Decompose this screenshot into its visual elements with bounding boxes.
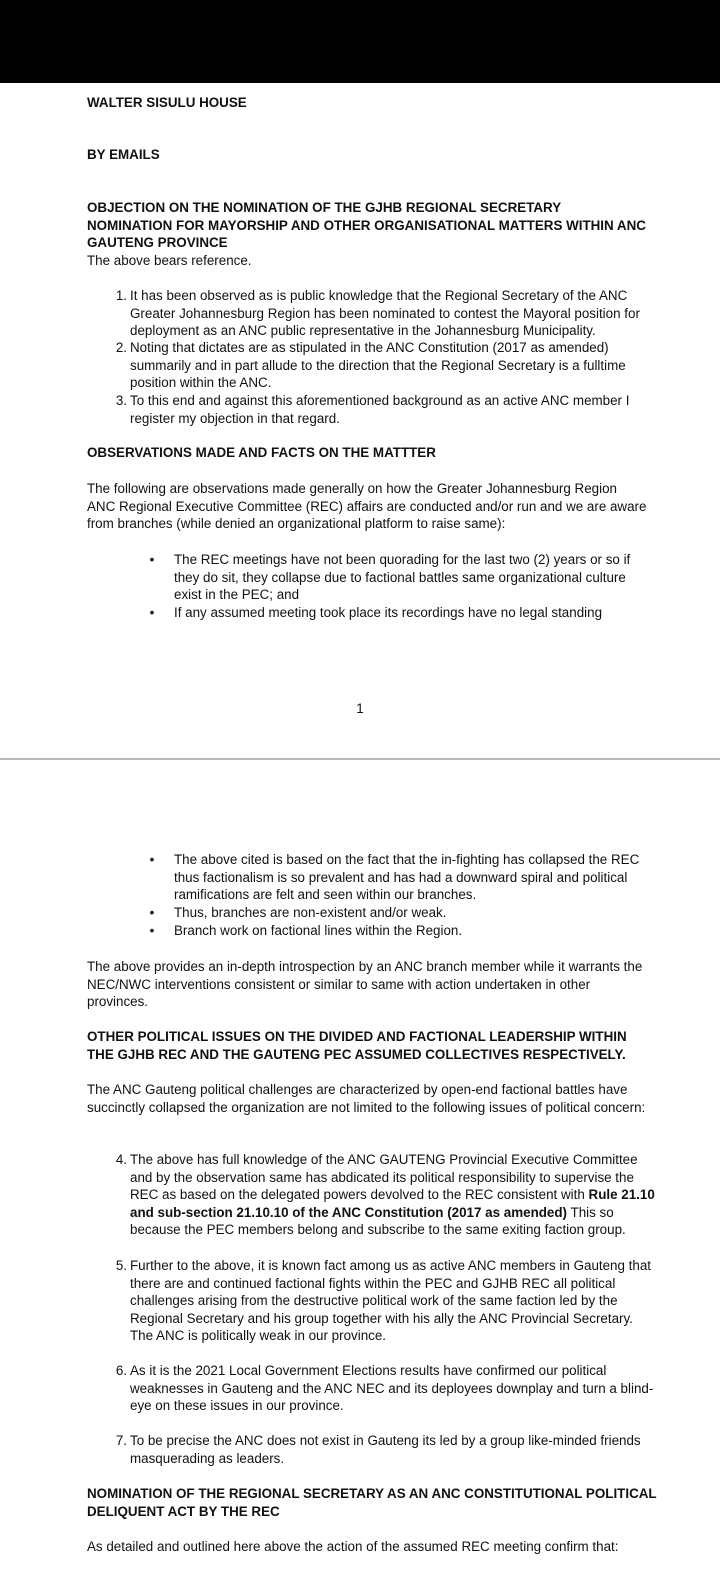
bullet-icon: • [149,852,155,867]
bullet-item [145,604,647,622]
list-number: 7. [115,1433,127,1448]
list-number: 2. [115,340,127,355]
bullet-item [145,904,647,922]
list-text: As it is the 2021 Local Government Elections results have confirmed our political weaknesses in Gauteng and the ANC NEC and its deployees downplay and turn a blind-eye on these issues in our province. [130,1363,654,1414]
page-break-divider [0,758,720,760]
list-item [87,287,647,340]
rule-reference: Rule 21.10 and sub-section 21.10.10 of the ANC Constitution (2017 as amended) [130,1187,655,1220]
political-intro: The ANC Gauteng political challenges are characterized by open-end factional battles have succinctly collapsed the organization are not limited to the following issues of political concern: [87,1082,646,1115]
bullet-text: The REC meetings have not been quorading for the last two (2) years or so if they do sit, they collapse due to factional battles same organizational culture exist in the PEC; and [174,552,631,603]
list-item [87,339,647,392]
bullet-icon: • [149,552,155,567]
section-heading-nomination: NOMINATION OF THE REGIONAL SECRETARY AS AN ANC CONSTITUTIONAL POLITICAL DELIQUENT ACT BY THE REC [87,1486,657,1519]
list-number: 4. [115,1152,127,1167]
bullet-text: If any assumed meeting took place its recordings have no legal standing [174,605,603,620]
bullet-icon: • [149,923,155,938]
list-number: 5. [115,1258,127,1273]
list-text: To this end and against this aforementioned background as an active ANC member I register my objection in that regard. [130,393,630,426]
list-number: 3. [115,393,127,408]
list-number: 6. [115,1363,127,1378]
list-text: The above has full knowledge of the ANC GAUTENG Provincial Executive Committee and by the observation same has abdicated its political responsibility to supervise the REC as based on the delegated powers devolved to the REC consistent with [130,1152,638,1203]
list-number: 1. [115,288,127,303]
list-item [87,1362,657,1415]
bullet-icon: • [149,905,155,920]
delivery-method: BY EMAILS [87,147,160,162]
observations-intro: The following are observations made generally on how the Greater Johannesburg Region ANC Regional Executive Committee (REC) affairs are conducted and/or run and we are aware from branches (while denied an organizational platform to raise same): [87,481,647,532]
list-item [87,1432,657,1467]
section-heading-political: OTHER POLITICAL ISSUES ON THE DIVIDED AND FACTIONAL LEADERSHIP WITHIN THE GJHB REC AND THE GAUTENG PEC ASSUMED COLLECTIVES RESPECTIVELY. [87,1029,627,1062]
bullet-text: Branch work on factional lines within the Region. [174,923,463,938]
page-number: 1 [356,701,364,716]
list-text: To be precise the ANC does not exist in Gauteng its led by a group like-minded friends masquerading as leaders. [130,1433,641,1466]
list-text: This so because the PEC members belong and subscribe to the same exiting faction group. [130,1204,626,1238]
observations-conclusion: The above provides an in-depth introspection by an ANC branch member while it warrants the NEC/NWC interventions consistent or similar to same with action undertaken in other provinces. [87,959,643,1010]
bullet-icon: • [149,605,155,620]
bullet-item [145,551,647,604]
list-item [87,1151,657,1239]
list-text: It has been observed as is public knowledge that the Regional Secretary of the ANC Greater Johannesburg Region has been nominated to contest the Mayoral position for deployment as an ANC public representative in the Johannesburg Municipality. [130,288,640,339]
top-black-bar [0,0,720,83]
subject-heading: OBJECTION ON THE NOMINATION OF THE GJHB REGIONAL SECRETARY NOMINATION FOR MAYORSHIP AND OTHER ORGANISATIONAL MATTERS WITHIN ANC GAUTENG PROVINCE [87,200,646,251]
section-heading-observations: OBSERVATIONS MADE AND FACTS ON THE MATTTER [87,445,436,460]
reference-line: The above bears reference. [87,253,252,268]
bullet-text: Thus, branches are non-existent and/or weak. [174,905,447,920]
list-text: Noting that dictates are as stipulated in the ANC Constitution (2017 as amended) summarily and in part allude to the direction that the Regional Secretary is a fulltime position within the ANC. [130,340,626,391]
list-item [87,392,647,427]
nomination-intro: As detailed and outlined here above the action of the assumed REC meeting confirm that: [87,1539,619,1554]
bullet-item [145,922,647,940]
bullet-text: The above cited is based on the fact that the in-fighting has collapsed the REC thus factionalism is so prevalent and has had a downward spiral and political ramifications are felt and seen within our branches. [174,852,640,903]
bullet-item [145,851,647,904]
document-header: WALTER SISULU HOUSE [87,95,247,110]
list-text: Further to the above, it is known fact among us as active ANC members in Gauteng that there are and continued factional fights within the PEC and GJHB REC all political challenges arising from the destructive political work of the same faction led by the Regional Secretary and his group together with his ally the ANC Provincial Secretary. The ANC is politically weak in our province. [130,1258,652,1344]
list-item [87,1257,657,1345]
